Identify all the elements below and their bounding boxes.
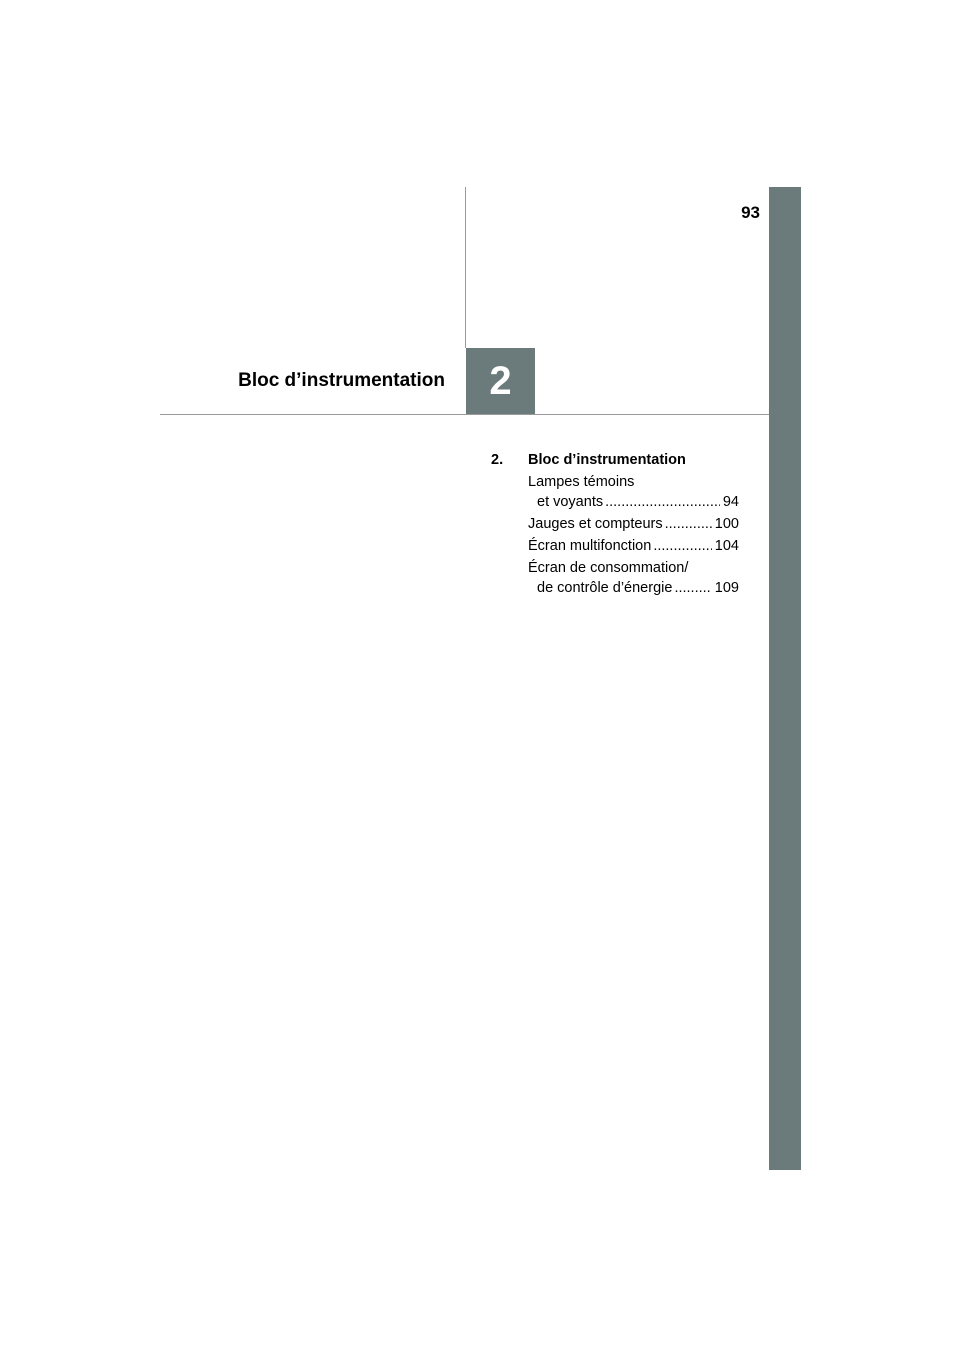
toc-entry-lampes-temoins[interactable] bbox=[528, 472, 739, 512]
toc-entry-label: Écran multifonction bbox=[528, 538, 652, 554]
toc-entry-page: 109 bbox=[714, 580, 739, 596]
dot-leader bbox=[665, 514, 712, 534]
toc-entry-page: 100 bbox=[714, 516, 739, 532]
vertical-divider bbox=[465, 187, 466, 348]
toc-section-number: 2. bbox=[491, 452, 504, 468]
toc-entry-page: 94 bbox=[722, 494, 739, 510]
dot-leader bbox=[653, 536, 711, 556]
toc-entry-ecran-multifonction[interactable] bbox=[528, 536, 739, 556]
toc-entry-label: Jauges et compteurs bbox=[528, 516, 663, 532]
chapter-title: Bloc d’instrumentation bbox=[238, 370, 445, 391]
page-number: 93 bbox=[741, 203, 760, 222]
chapter-number-box bbox=[466, 348, 535, 415]
dot-leader bbox=[674, 578, 711, 598]
header-divider bbox=[160, 414, 769, 415]
chapter-side-tab bbox=[769, 187, 801, 1170]
toc-entry-label-continued: et voyants bbox=[537, 494, 604, 510]
toc-entry-label-continued: de contrôle d’énergie bbox=[537, 580, 673, 596]
toc-entry-page: 104 bbox=[714, 538, 739, 554]
table-of-contents bbox=[491, 450, 739, 600]
dot-leader bbox=[605, 492, 720, 512]
toc-section-heading bbox=[491, 450, 739, 470]
toc-entry-label: Écran de consommation/ bbox=[528, 560, 689, 576]
toc-entry-label: Lampes témoins bbox=[528, 474, 635, 490]
toc-section-title: Bloc d’instrumentation bbox=[528, 452, 686, 468]
toc-entry-jauges-compteurs[interactable] bbox=[528, 514, 739, 534]
toc-entry-ecran-consommation[interactable] bbox=[528, 558, 739, 598]
chapter-number: 2 bbox=[489, 359, 512, 403]
